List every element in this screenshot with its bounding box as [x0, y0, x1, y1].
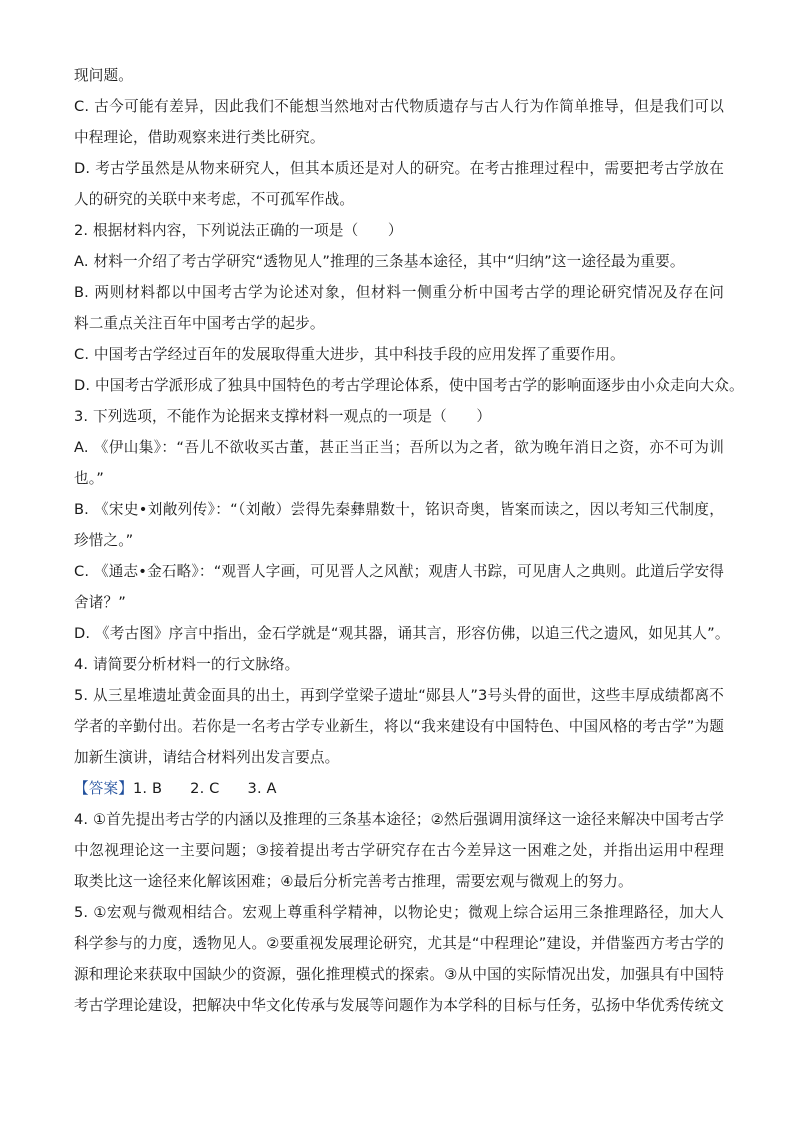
question-3-option-d: D. 《考古图》序言中指出，金石学就是“观其器，诵其言，形容仿佛，以追三代之遗风，如见其人”。 — [74, 625, 730, 642]
text-line: C. 古今可能有差异，因此我们不能想当然地对古代物质遗存与古人行为作简单推导，但是我们可以 — [74, 98, 724, 115]
question-2-option-d: D. 中国考古学派形成了独具中国特色的考古学理论体系，使中国考古学的影响面逐步由小众走向大众。 — [74, 377, 744, 394]
text-line: 中程理论，借助观察来进行类比研究。 — [74, 129, 325, 146]
text-line: 人的研究的关联中来考虑，不可孤军作战。 — [74, 191, 355, 208]
answer-4-line: 中忽视理论这一主要问题；③接着提出考古学研究存在古今差异这一困难之处，并指出运用中程理 — [74, 842, 724, 859]
answer-5-line: 科学参与的力度，透物见人。②要重视发展理论研究，尤其是“中程理论”建设，并借鉴西方考古学的 — [74, 935, 724, 952]
question-3-option-b: B. 《宋史•刘敞列传》：“（刘敞）尝得先秦彝鼎数十，铭识奇奥，皆案而读之，因以考知三代制度， — [74, 501, 724, 518]
text-line: 珍惜之。” — [74, 532, 134, 549]
question-5-stem: 5. 从三星堆遗址黄金面具的出土，再到学堂梁子遗址“郧县人”3号头骨的面世，这些丰厚成绩都离不 — [74, 687, 724, 704]
text-line: 学者的辛勤付出。若你是一名考古学专业新生，将以“我来建设有中国特色、中国风格的考古学”为题 — [74, 718, 724, 735]
question-3-option-a: A. 《伊山集》：“吾儿不欲收买古董，甚正当正当；吾所以为之者，欲为晚年消日之资，亦不可为训 — [74, 439, 724, 456]
question-4-stem: 4. 请简要分析材料一的行文脉络。 — [74, 656, 300, 673]
question-2-option-b: B. 两则材料都以中国考古学为论述对象，但材料一侧重分析中国考古学的理论研究情况及存在问 — [74, 284, 724, 301]
question-3-option-c: C. 《通志•金石略》：“观晋人字画，可见晋人之风猷；观唐人书踪，可见唐人之典则。此道后学安得 — [74, 563, 724, 580]
text-line: 料二重点关注百年中国考古学的起步。 — [74, 315, 325, 332]
document-page — [74, 60, 744, 1021]
text-line: D. 考古学虽然是从物来研究人，但其本质还是对人的研究。在考古推理过程中，需要把考古学放在 — [74, 160, 724, 177]
question-2-stem: 2. 根据材料内容，下列说法正确的一项是（ ） — [74, 222, 403, 239]
text-line: 加新生演讲，请结合材料列出发言要点。 — [74, 749, 340, 766]
answer-item: 3. A — [247, 780, 277, 797]
answer-label: 【答案】 — [74, 780, 133, 797]
answer-line — [74, 773, 724, 804]
answer-item: 2. C — [190, 780, 220, 797]
text-line: 现问题。 — [74, 67, 133, 84]
text-line: 也。” — [74, 470, 104, 487]
answer-5-line: 5. ①宏观与微观相结合。宏观上尊重科学精神，以物论史；微观上综合运用三条推理路径，加大人 — [74, 904, 724, 921]
answer-item: 1. B — [132, 780, 163, 797]
question-2-option-a: A. 材料一介绍了考古学研究“透物见人”推理的三条基本途径，其中“归纳”这一途径最为重要。 — [74, 253, 685, 270]
answer-4-line: 取类比这一途径来化解该困难；④最后分析完善考古推理，需要宏观与微观上的努力。 — [74, 873, 633, 890]
answer-5-line: 考古学理论建设，把解决中华文化传承与发展等问题作为本学科的目标与任务，弘扬中华优秀传统文 — [74, 997, 724, 1014]
answer-4-line: 4. ①首先提出考古学的内涵以及推理的三条基本途径；②然后强调用演绎这一途径来解决中国考古学 — [74, 811, 724, 828]
question-3-stem: 3. 下列选项，不能作为论据来支撑材料一观点的一项是（ ） — [74, 408, 492, 425]
text-line: 舍诸？” — [74, 594, 126, 611]
question-2-option-c: C. 中国考古学经过百年的发展取得重大进步，其中科技手段的应用发挥了重要作用。 — [74, 346, 625, 363]
answer-5-line: 源和理论来获取中国缺少的资源，强化推理模式的探索。③从中国的实际情况出发，加强具有中国特 — [74, 966, 724, 983]
